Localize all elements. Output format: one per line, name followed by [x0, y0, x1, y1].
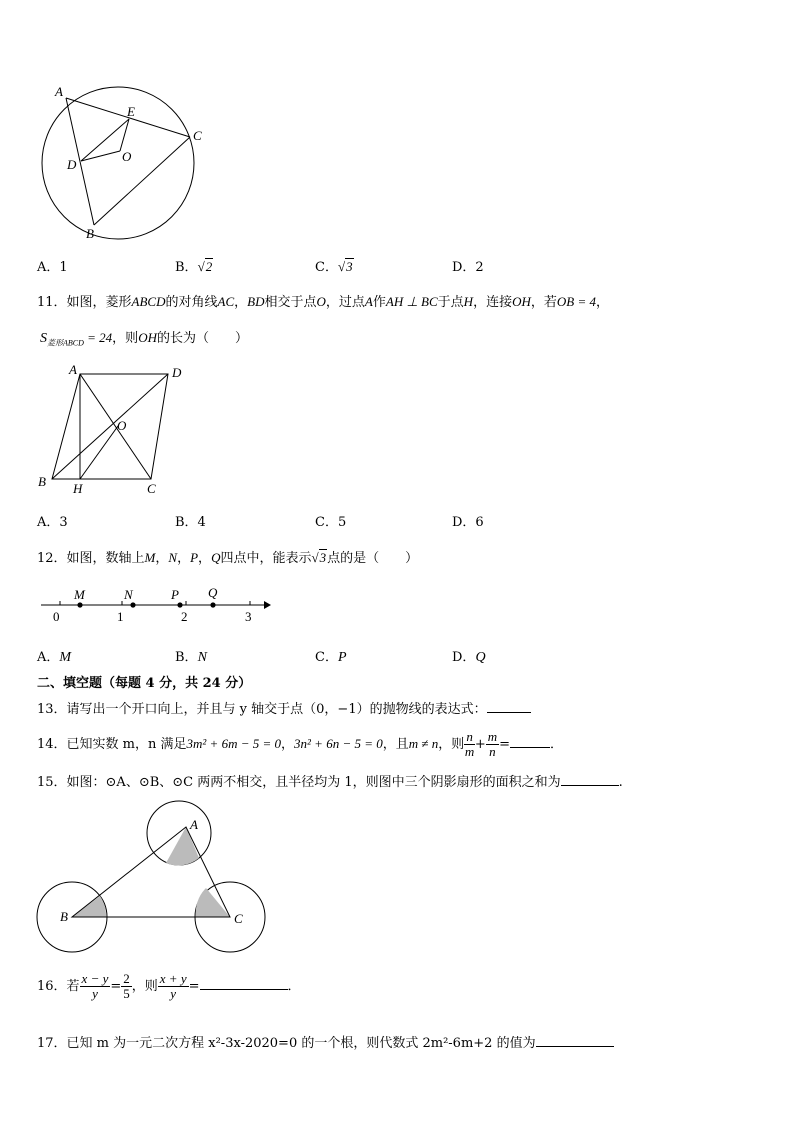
label-b: B — [86, 226, 94, 241]
q14-text-4: ，则 — [438, 737, 465, 752]
q17-question — [37, 1032, 614, 1051]
q11-oh: OH — [512, 294, 531, 309]
q11-oh2: OH — [138, 330, 157, 345]
q16-answer-blank[interactable] — [200, 989, 288, 990]
q14-eq1: 3m² + 6m − 5 = 0 — [186, 736, 282, 751]
q11-s-eq: = 24 — [83, 330, 113, 345]
q12-p: P — [190, 550, 199, 565]
q14-eq: = — [499, 737, 511, 752]
q16-frac3-num: x + y — [159, 971, 187, 986]
q16-frac-target — [158, 972, 189, 1001]
label-b: B — [38, 474, 46, 489]
q12-number-line — [38, 585, 273, 630]
q11-text-3: ， — [234, 295, 248, 310]
label-a: A — [55, 84, 63, 99]
q12-option-d-label: D． — [452, 650, 476, 665]
point-label-m: M — [74, 587, 85, 602]
q10-option-b — [175, 256, 213, 275]
q14-frac-m-n — [486, 730, 499, 759]
tick-label-0: 0 — [53, 609, 60, 624]
q17-answer-blank[interactable] — [536, 1046, 614, 1047]
q14-text-2: ， — [281, 737, 295, 752]
sector-a — [166, 827, 199, 866]
q11-s: S — [40, 331, 47, 346]
q11-rhombus-figure — [35, 360, 195, 500]
q16-text-2: ，则 — [131, 979, 158, 994]
q12-text-5: 四点中，能表示 — [220, 551, 312, 566]
q17-text: 17．已知 m 为一元二次方程 x²-3x-2020=0 的一个根，则代数式 2m²-6m+2 的值为 — [37, 1036, 536, 1051]
q10-option-b-rad: 2 — [205, 259, 213, 274]
point-m — [77, 602, 82, 607]
q12-question — [37, 547, 418, 566]
q14-eq2: 3n² + 6n − 5 = 0 — [294, 736, 383, 751]
tick-label-3: 3 — [245, 609, 252, 624]
q11-text-4: 相交于点 — [264, 295, 317, 310]
q12-sqrt: √3 — [311, 550, 327, 565]
q10-circle-figure — [30, 80, 230, 245]
label-o: O — [117, 418, 127, 433]
q15-end: . — [618, 775, 623, 790]
q11-text-10: ， — [595, 295, 609, 310]
q15-question — [37, 771, 623, 790]
tick-label-2: 2 — [181, 609, 188, 624]
point-label-p: P — [171, 587, 179, 602]
q14-frac1-den: m — [464, 744, 475, 759]
q12-m: M — [144, 550, 156, 565]
q16-frac1-den: y — [92, 986, 98, 1001]
label-o: O — [122, 149, 132, 164]
point-p — [177, 602, 182, 607]
q13-question — [37, 698, 531, 717]
q11-ah: AH ⊥ BC — [385, 294, 438, 309]
sector-c — [196, 888, 230, 917]
label-b: B — [60, 909, 68, 924]
label-c: C — [193, 128, 202, 143]
q11-text-6: 作 — [372, 295, 386, 310]
q16-frac-rhs — [121, 972, 132, 1001]
q10-option-d: D．2 — [452, 260, 484, 275]
q14-neq: m ≠ n — [408, 736, 439, 751]
q16-eq1: = — [110, 979, 122, 994]
q11-question — [37, 291, 609, 310]
q12-option-a-val: M — [59, 650, 72, 665]
q10-option-b-sqrt: √2 — [197, 259, 213, 274]
q10-option-c — [315, 256, 354, 275]
q12-sqrt-rad: 3 — [319, 550, 327, 565]
q12-text-6: 点的是（ ） — [327, 551, 419, 566]
q16-frac-lhs — [80, 972, 111, 1001]
q14-frac2-den: n — [489, 744, 496, 759]
q14-frac1-num: n — [466, 729, 473, 744]
q14-frac2-num: m — [487, 729, 498, 744]
q12-option-b-label: B． — [175, 650, 198, 665]
label-h: H — [73, 481, 83, 496]
q15-answer-blank[interactable] — [561, 785, 619, 786]
q12-n: N — [168, 550, 178, 565]
q11-text-2: 的对角线 — [165, 295, 218, 310]
point-n — [130, 602, 135, 607]
q11-a: A — [364, 294, 373, 309]
q12-text-2: ， — [155, 551, 169, 566]
q14-end: ． — [550, 737, 564, 752]
tick-label-1: 1 — [117, 609, 124, 624]
circle-o — [42, 87, 194, 239]
axis-arrow — [264, 601, 271, 609]
q11-o: O — [316, 294, 326, 309]
q11-option-a: A．3 — [37, 515, 68, 530]
segment-eo — [120, 119, 129, 151]
label-c: C — [147, 481, 156, 496]
q15-circles-figure — [35, 795, 275, 960]
segment-oh — [80, 426, 118, 479]
point-q — [210, 602, 215, 607]
q11-question-line2 — [40, 327, 248, 349]
q14-text-3: ，且 — [382, 737, 409, 752]
q16-frac2-den: 5 — [123, 986, 130, 1001]
q13-answer-blank[interactable] — [487, 712, 531, 713]
q16-question — [37, 972, 301, 1001]
label-d: D — [67, 157, 77, 172]
q16-end: ． — [287, 979, 301, 994]
q12-text-3: ， — [177, 551, 191, 566]
q16-text-1: 16．若 — [37, 979, 80, 994]
q11-bd: BD — [247, 294, 265, 309]
q10-option-c-label: C． — [315, 260, 338, 275]
q16-frac3-den: y — [170, 986, 177, 1001]
q15-text: 15．如图：⊙A、⊙B、⊙C 两两不相交，且半径均为 1，则图中三个阴影扇形的面积之和为 — [37, 775, 561, 790]
q10-option-c-rad: 3 — [346, 259, 353, 274]
q12-option-d-val: Q — [475, 650, 486, 665]
label-d: D — [172, 365, 182, 380]
q12-option-d — [452, 646, 486, 666]
q10-option-c-sqrt: √3 — [337, 259, 353, 274]
q11-ob: OB = 4 — [556, 294, 596, 309]
q16-frac1-num: x − y — [81, 971, 109, 986]
q11-text-8: ，连接 — [473, 295, 513, 310]
q14-text-1: 14．已知实数 m，n 满足 — [37, 737, 187, 752]
q12-option-a-label: A． — [37, 650, 60, 665]
label-a: A — [190, 817, 198, 832]
q11-ac: AC — [217, 294, 235, 309]
q11-text-7: 于点 — [437, 295, 464, 310]
q11-abcd: ABCD — [131, 294, 166, 309]
q14-answer-blank[interactable] — [510, 747, 550, 748]
label-e: E — [127, 104, 135, 119]
q11-h: H — [463, 294, 474, 309]
q10-option-a: A．1 — [37, 260, 68, 275]
q12-text-4: ， — [198, 551, 212, 566]
q10-option-b-label: B． — [175, 260, 198, 275]
diagonal-bd — [52, 374, 168, 479]
q16-eq2: = — [188, 979, 200, 994]
q16-frac2-num: 2 — [123, 971, 130, 986]
q14-plus: + — [474, 737, 486, 752]
diagonal-ac — [80, 374, 151, 479]
q11-option-d: D．6 — [452, 515, 484, 530]
q11-text-9: ，若 — [530, 295, 557, 310]
q12-option-a — [37, 646, 71, 666]
q11-text-12: 的长为（ ） — [156, 331, 248, 346]
q11-option-b: B．4 — [175, 515, 206, 530]
q11-text-11: ，则 — [112, 331, 139, 346]
q12-option-c-label: C． — [315, 650, 338, 665]
q13-text: 13．请写出一个开口向上，并且与 y 轴交于点（0，−1）的抛物线的表达式： — [37, 702, 487, 717]
segment-bc — [94, 137, 190, 225]
q12-option-c — [315, 646, 347, 666]
q11-text-5: ，过点 — [325, 295, 365, 310]
label-a: A — [69, 362, 77, 377]
q12-option-b-val: N — [197, 650, 207, 665]
q14-question — [37, 730, 563, 759]
q12-text-1: 12．如图，数轴上 — [37, 551, 145, 566]
q11-s-sub: 菱形ABCD — [47, 338, 84, 348]
q11-text-1: 11．如图，菱形 — [37, 295, 132, 310]
label-c: C — [234, 911, 243, 926]
point-label-q: Q — [208, 585, 218, 600]
section-heading: 二、填空题（每题 4 分，共 24 分） — [37, 676, 252, 691]
q12-option-b — [175, 646, 207, 666]
q12-option-c-val: P — [337, 650, 347, 665]
sector-b — [72, 896, 106, 917]
q11-option-c: C．5 — [315, 515, 347, 530]
point-label-n: N — [124, 587, 133, 602]
q14-frac-n-m — [464, 730, 475, 759]
q12-q: Q — [211, 550, 221, 565]
